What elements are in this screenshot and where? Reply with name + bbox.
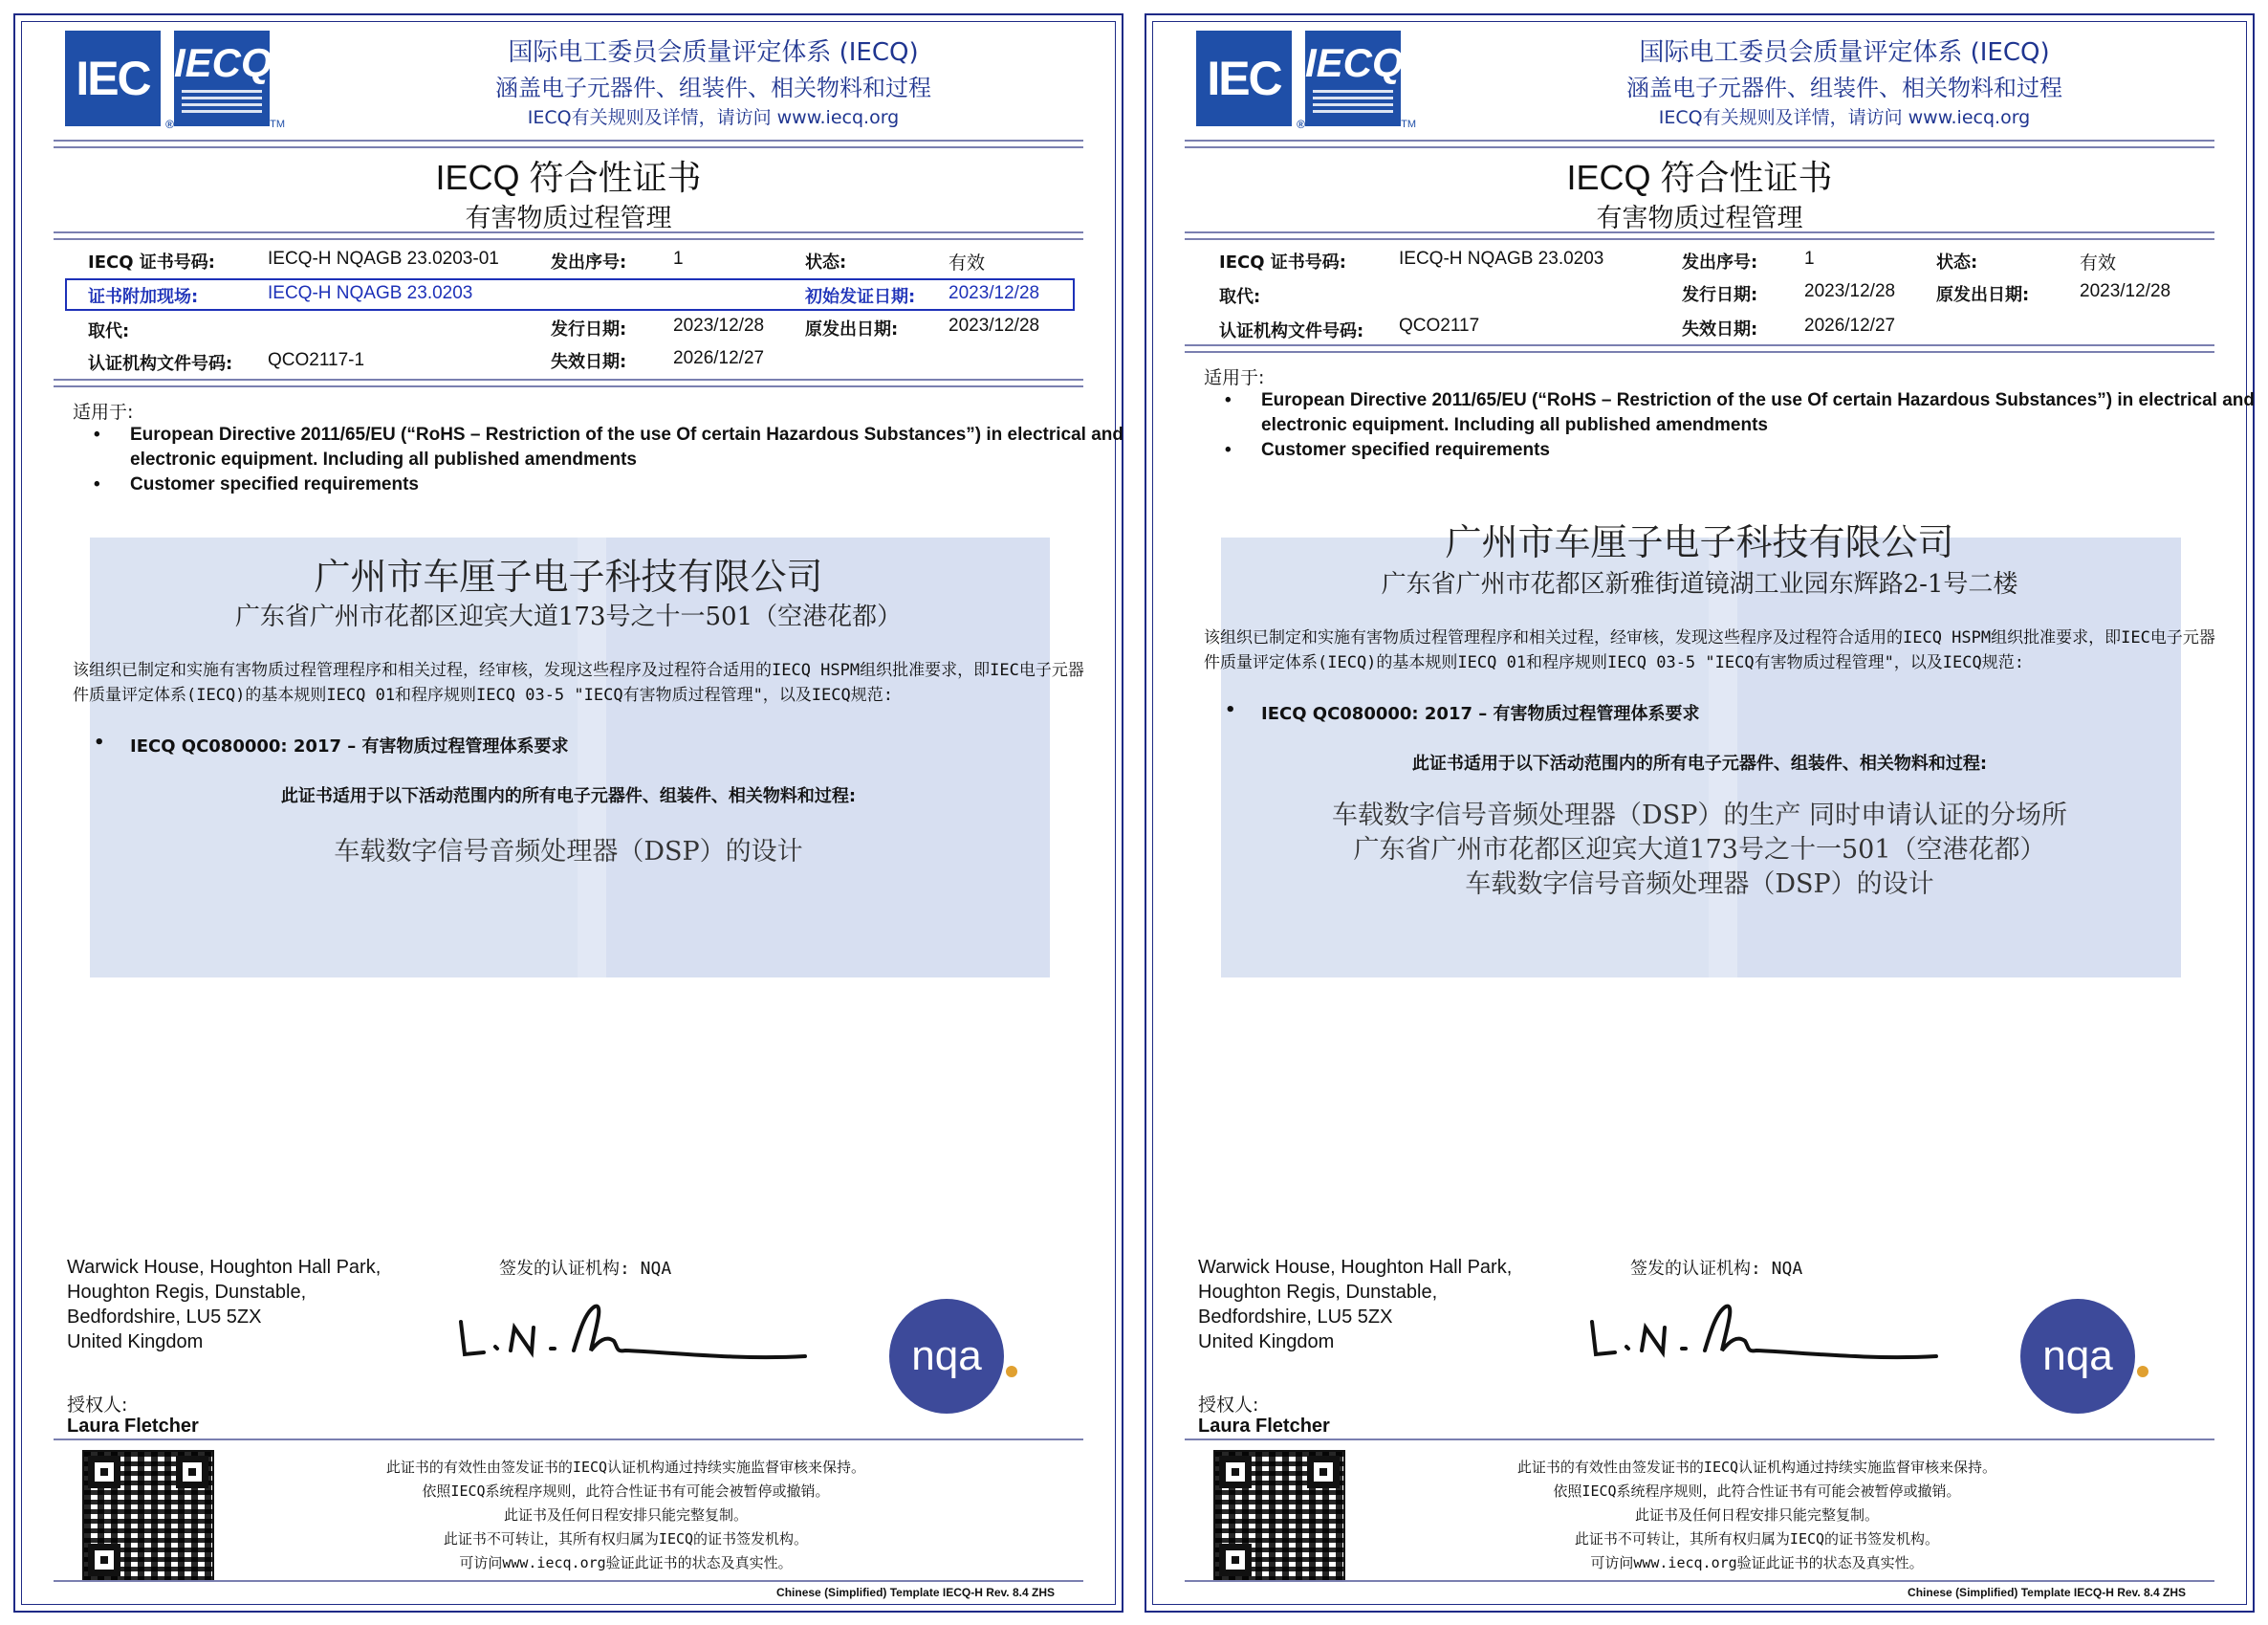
- signature: [1582, 1293, 1946, 1379]
- cert-no-label: IECQ 证书号码:: [1219, 253, 1346, 273]
- issue-date-value: 2023/12/28: [1804, 281, 1896, 301]
- header-line-1: 国际电工委员会质量评定体系 (IECQ): [508, 38, 919, 67]
- company-name: 广州市车厘子电子科技有限公司: [1445, 521, 1954, 563]
- scope-heading: 此证书适用于以下活动范围内的所有电子元器件、组装件、相关物料和过程:: [280, 786, 857, 806]
- company-address: 广东省广州市花都区迎宾大道173号之十一501（空港花都）: [234, 603, 903, 631]
- scope-line: 车载数字信号音频处理器（DSP）的设计: [334, 837, 803, 867]
- annex-value: IECQ-H NQAGB 23.0203: [268, 283, 473, 303]
- first-issue-value: 2023/12/28: [949, 283, 1040, 303]
- fields-bottom-divider: [1185, 344, 2214, 353]
- first-issue-label: 初始发证日期:: [805, 287, 916, 307]
- certificate-title: IECQ 符合性证书: [1566, 158, 1833, 197]
- scope-line: 广东省广州市花都区迎宾大道173号之十一501（空港花都）: [1353, 835, 2046, 865]
- ref-value: QCO2117-1: [268, 350, 365, 370]
- header-line-2: 涵盖电子元器件、组装件、相关物料和过程: [495, 75, 931, 101]
- scope-heading: 此证书适用于以下活动范围内的所有电子元器件、组装件、相关物料和过程:: [1411, 754, 1988, 774]
- iecq-logo: IECQ TM: [1305, 31, 1401, 126]
- nqa-address: Warwick House, Houghton Hall Park, Houghton Regis, Dunstable, Bedfordshire, LU5 5ZX United Kingdom: [67, 1257, 382, 1352]
- header-line-3: IECQ有关规则及详情，请访问 www.iecq.org: [1658, 107, 2031, 128]
- iec-logo: IEC ®: [65, 31, 161, 126]
- header-line-3: IECQ有关规则及详情，请访问 www.iecq.org: [527, 107, 900, 128]
- expiry-value: 2026/12/27: [1804, 316, 1896, 336]
- cert-no-label: IECQ 证书号码:: [88, 253, 215, 273]
- annex-label: 证书附加现场:: [88, 287, 199, 307]
- conformity-statement: 该组织已制定和实施有害物质过程管理程序和相关过程，经审核，发现这些程序及过程符合适用的IECQ HSPM组织批准要求，即IEC电子元器件质量评定体系(IECQ)的基本规则IECQ 01和程序规则IECQ 03-5 "IECQ有害物质过程管理"，以及IECQ规范:: [1204, 628, 2215, 672]
- header-divider: [1185, 140, 2214, 148]
- certificate-subtitle: 有害物质过程管理: [1596, 204, 1803, 233]
- annex-highlight-box: [65, 278, 1075, 311]
- footer-divider: [1185, 1438, 2214, 1440]
- issuing-body: 签发的认证机构: NQA: [499, 1259, 672, 1279]
- company-address: 广东省广州市花都区新雅街道镜湖工业园东辉路2-1号二楼: [1381, 570, 2018, 599]
- header-line-2: 涵盖电子元器件、组装件、相关物料和过程: [1626, 75, 2062, 101]
- nqa-logo: nqa: [2020, 1299, 2135, 1414]
- issue-seq-value: 1: [1804, 249, 1815, 269]
- authorised-label: 授权人:: [1198, 1394, 1259, 1416]
- authorised-name: Laura Fletcher: [67, 1416, 199, 1437]
- orig-issue-label: 原发出日期:: [805, 319, 899, 340]
- supersedes-label: 取代:: [88, 321, 130, 341]
- orig-issue-value: 2023/12/28: [949, 316, 1040, 336]
- issue-date-label: 发行日期:: [551, 319, 627, 340]
- expiry-label: 失效日期:: [1682, 319, 1758, 340]
- ref-value: QCO2117: [1399, 316, 1480, 336]
- ref-label: 认证机构文件号码:: [1219, 321, 1364, 341]
- nqa-logo: nqa: [889, 1299, 1004, 1414]
- issue-seq-label: 发出序号:: [551, 253, 627, 273]
- status-value: 有效: [949, 253, 986, 274]
- authorised-name: Laura Fletcher: [1198, 1416, 1330, 1437]
- expiry-value: 2026/12/27: [673, 348, 765, 368]
- footer-notes: 此证书的有效性由签发证书的IECQ认证机构通过持续实施监督审核来保持。 依照IECQ系统程序规则，此符合性证书有可能会被暂停或撤销。 此证书及任何日程安排只能完整复制。 此证书不可转让，其所有权归属为IECQ的证书签发机构。 可访问www.iecq.org验证此证书的状态及真实性。: [1516, 1459, 1997, 1571]
- issue-date-value: 2023/12/28: [673, 316, 765, 336]
- fields-top-divider: [1185, 231, 2214, 240]
- footer-notes: 此证书的有效性由签发证书的IECQ认证机构通过持续实施监督审核来保持。 依照IECQ系统程序规则，此符合性证书有可能会被暂停或撤销。 此证书及任何日程安排只能完整复制。 此证书不可转让，其所有权归属为IECQ的证书签发机构。 可访问www.iecq.org验证此证书的状态及真实性。: [385, 1459, 866, 1571]
- iec-logo: IEC ®: [1196, 31, 1292, 126]
- authorised-label: 授权人:: [67, 1394, 128, 1416]
- scope-line: 车载数字信号音频处理器（DSP）的生产 同时申请认证的分场所: [1332, 801, 2067, 830]
- expiry-label: 失效日期:: [551, 352, 627, 372]
- certificate-subtitle: 有害物质过程管理: [465, 204, 672, 233]
- conformity-statement: 该组织已制定和实施有害物质过程管理程序和相关过程，经审核，发现这些程序及过程符合适用的IECQ HSPM组织批准要求，即IEC电子元器件质量评定体系(IECQ)的基本规则IECQ 01和程序规则IECQ 03-5 "IECQ有害物质过程管理"，以及IECQ规范:: [73, 661, 1084, 705]
- footer-divider: [54, 1438, 1083, 1440]
- template-id: Chinese (Simplified) Template IECQ-H Rev. 8.4 ZHS: [1908, 1586, 2186, 1599]
- cert-no-value: IECQ-H NQAGB 23.0203: [1399, 249, 1604, 269]
- nqa-address: Warwick House, Houghton Hall Park, Houghton Regis, Dunstable, Bedfordshire, LU5 5ZX United Kingdom: [1198, 1257, 1513, 1352]
- certificate-title: IECQ 符合性证书: [435, 158, 702, 197]
- status-label: 状态:: [805, 253, 847, 273]
- signature: [451, 1293, 815, 1379]
- fields-top-divider: [54, 231, 1083, 240]
- fields-bottom-divider: [54, 379, 1083, 387]
- iecq-logo: IECQ TM: [174, 31, 270, 126]
- supersedes-label: 取代:: [1219, 287, 1261, 307]
- status-value: 有效: [2080, 253, 2117, 274]
- header-divider: [54, 140, 1083, 148]
- issuing-body: 签发的认证机构: NQA: [1630, 1259, 1803, 1279]
- certificate-left: IEC ® IECQ TM 国际电工委员会质量评定体系 (IECQ) 涵盖电子元器件、组装件、相关物料和过程 IECQ有关规则及详情，请访问 www.iecq.org IECQ 符合性证书 有害物质过程管理 IECQ 证书号码: IECQ-H NQAGB 23.0203-01 发出序号: 1 状态: 有效 证书附加现场: IECQ-H NQAGB 23.0203 初始发证日期: 2023/12/28 取代: 发行日期: 2023/12/28 原发出日期: 2023/12/28 认证机构文件号码: QCO2117-1 失效日期: 2026/12/27 适用于: • European Directive 2011/65/EU (“RoHS – Restriction of the use Of certain Hazardous Substances”) in electrical and electronic equipment. Including all published amendments • Customer specified requirements 广州市车厘子电子科技有限公司 广东省广州市花都区迎宾大道173号之十一501（空港花都） 该组织已制定和实施有害物质过程管理程序和相关过程，经审核，发现这些程序及过程符合适用的IECQ HSPM组织批准要求，即IEC电子元器件质量评定体系(IECQ)的基本规则IECQ 01和程序规则IECQ 03-5 "IECQ有害物质过程管理"，以及IECQ规范: • IECQ QC080000: 2017 – 有害物质过程管理体系要求 此证书适用于以下活动范围内的所有电子元器件、组装件、相关物料和过程: 车载数字信号音频处理器（DSP）的设计 Warwick House, Houghton Hall Park, Houghton Regis, Dunstable, Bedfordshire, LU5 5ZX United Kingdom 签发的认证机构: NQA nqa 授权人: Laura Fletcher 此证书的有效性由签发证书的IECQ认证机构通过持续实施监督审核来保持。 依照IECQ系统程序规则，此符合性证书有可能会被暂停或撤销。 此证书及任何日程安排只能完整复制。 此证书不可转让，其所有权归属为IECQ的证书签发机构。 可访问www.iecq.org验证此证书的状态及真实性。 Chinese (Simplified) Template IECQ-H Rev. 8.4 ZHS: [13, 13, 1123, 1613]
- applies-label: 适用于:: [1204, 367, 1265, 388]
- issue-date-label: 发行日期:: [1682, 285, 1758, 305]
- company-name: 广州市车厘子电子科技有限公司: [314, 556, 823, 598]
- status-label: 状态:: [1936, 253, 1978, 273]
- scope-line: 车载数字信号音频处理器（DSP）的设计: [1465, 869, 1934, 899]
- orig-issue-value: 2023/12/28: [2080, 281, 2171, 301]
- certificate-right: IEC ® IECQ TM 国际电工委员会质量评定体系 (IECQ) 涵盖电子元器件、组装件、相关物料和过程 IECQ有关规则及详情，请访问 www.iecq.org IECQ 符合性证书 有害物质过程管理 IECQ 证书号码: IECQ-H NQAGB 23.0203 发出序号: 1 状态: 有效 取代: 发行日期: 2023/12/28 原发出日期: 2023/12/28 认证机构文件号码: QCO2117 失效日期: 2026/12/27 适用于: • European Directive 2011/65/EU (“RoHS – Restriction of the use Of certain Hazardous Substances”) in electrical and electronic equipment. Including all published amendments • Customer specified requirements 广州市车厘子电子科技有限公司 广东省广州市花都区新雅街道镜湖工业园东辉路2-1号二楼 该组织已制定和实施有害物质过程管理程序和相关过程，经审核，发现这些程序及过程符合适用的IECQ HSPM组织批准要求，即IEC电子元器件质量评定体系(IECQ)的基本规则IECQ 01和程序规则IECQ 03-5 "IECQ有害物质过程管理"，以及IECQ规范: • IECQ QC080000: 2017 – 有害物质过程管理体系要求 此证书适用于以下活动范围内的所有电子元器件、组装件、相关物料和过程: 车载数字信号音频处理器（DSP）的生产 同时申请认证的分场所 广东省广州市花都区迎宾大道173号之十一501（空港花都） 车载数字信号音频处理器（DSP）的设计 Warwick House, Houghton Hall Park, Houghton Regis, Dunstable, Bedfordshire, LU5 5ZX United Kingdom 签发的认证机构: NQA nqa 授权人: Laura Fletcher 此证书的有效性由签发证书的IECQ认证机构通过持续实施监督审核来保持。 依照IECQ系统程序规则，此符合性证书有可能会被暂停或撤销。 此证书及任何日程安排只能完整复制。 此证书不可转让，其所有权归属为IECQ的证书签发机构。 可访问www.iecq.org验证此证书的状态及真实性。 Chinese (Simplified) Template IECQ-H Rev. 8.4 ZHS: [1145, 13, 2255, 1613]
- applies-label: 适用于:: [73, 402, 134, 423]
- template-id: Chinese (Simplified) Template IECQ-H Rev. 8.4 ZHS: [776, 1586, 1055, 1599]
- issue-seq-value: 1: [673, 249, 684, 269]
- orig-issue-label: 原发出日期:: [1936, 285, 2030, 305]
- template-divider: [54, 1580, 1083, 1582]
- ref-label: 认证机构文件号码:: [88, 354, 233, 374]
- cert-no-value: IECQ-H NQAGB 23.0203-01: [268, 249, 499, 269]
- template-divider: [1185, 1580, 2214, 1582]
- header-line-1: 国际电工委员会质量评定体系 (IECQ): [1639, 38, 2050, 67]
- issue-seq-label: 发出序号:: [1682, 253, 1758, 273]
